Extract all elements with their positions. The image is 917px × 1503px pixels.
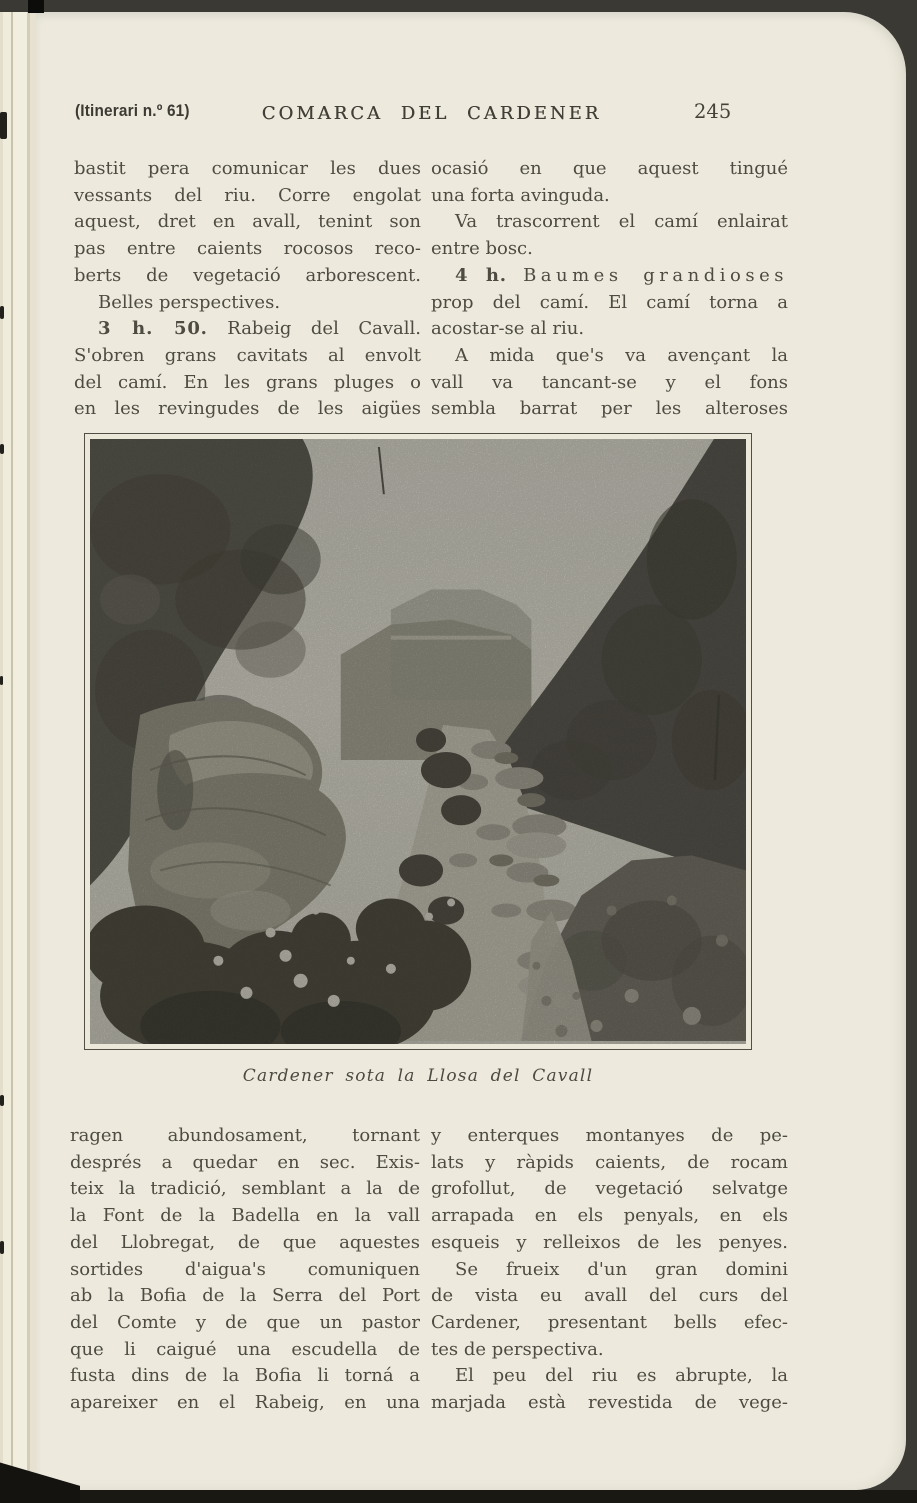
gorge-photograph: [90, 439, 746, 1044]
photo-caption: Cardener sota la Llosa del Cavall: [242, 1066, 594, 1086]
text-line: [431, 263, 788, 290]
text-run: ragen abundosament, tornant: [70, 1125, 420, 1146]
text-run: que li caigué una escudella de: [70, 1338, 420, 1360]
text-run: Belles perspectives.: [98, 291, 281, 313]
text-run: berts de vegetació arborescent.: [74, 264, 421, 286]
text-run: sortides d'aigua's comuniquen: [70, 1258, 420, 1280]
text-run: El peu del riu es abrupte, la: [455, 1365, 788, 1387]
text-run: apareixer en el Rabeig, en una: [70, 1392, 420, 1414]
text-run: A mida que's va avençant la: [455, 344, 788, 366]
text-run: del Llobregat, de que aquestes: [70, 1231, 420, 1253]
text-run: Cardener, presentant bells efec-: [431, 1311, 788, 1333]
text-run: Se frueix d'un gran domini: [455, 1258, 788, 1280]
text-line: [431, 1283, 788, 1310]
text-line: [74, 236, 421, 263]
text-run: del camí. En les grans pluges o: [74, 371, 421, 393]
text-line: [74, 183, 421, 210]
text-line: [70, 1283, 420, 1310]
page-edge-speck: [0, 444, 4, 454]
text-line: [431, 209, 788, 236]
text-line: [70, 1363, 420, 1390]
text-run: arrapada en els penyals, en els: [431, 1205, 788, 1227]
text-run: tes de perspectiva.: [431, 1338, 604, 1360]
text-line: [74, 396, 421, 423]
page-edge-speck: [28, 0, 44, 13]
text-line: [431, 1390, 788, 1417]
text-run: vessants del riu. Corre engolat: [74, 184, 421, 206]
text-run: grofollut, de vegetació selvatge: [431, 1178, 788, 1200]
text-run: la Font de la Badella en la vall: [70, 1205, 420, 1227]
text-line: [70, 1337, 420, 1364]
text-run: sembla barrat per les alteroses: [431, 398, 788, 420]
text-run: prop del camí. El camí torna a: [431, 291, 788, 313]
text-run: y enterques montanyes de pe-: [431, 1125, 788, 1146]
text-run: entre bosc.: [431, 238, 533, 260]
text-run: S'obren grans cavitats al envolt: [74, 344, 421, 366]
text-line: [70, 1203, 420, 1230]
text-line: [431, 343, 788, 370]
text-run: després a quedar en sec. Exis-: [70, 1151, 420, 1173]
text-run: lats y ràpids caients, de rocam: [431, 1151, 788, 1173]
text-line: [74, 316, 421, 343]
text-line: [431, 1176, 788, 1203]
text-run: fusta dins de la Bofia li torná a: [70, 1365, 420, 1387]
text-line: [70, 1123, 420, 1150]
text-line: [431, 1123, 788, 1150]
page-edge-speck: [0, 676, 3, 685]
text-line: [74, 343, 421, 370]
text-run: Va trascorrent el camí enlairat: [455, 211, 788, 233]
halftone-grain-overlay: [90, 439, 746, 1044]
text-line: [431, 1363, 788, 1390]
text-line: [70, 1230, 420, 1257]
text-line: [70, 1176, 420, 1203]
page-edge-speck: [0, 306, 4, 319]
text-run: esqueis y relleixos de les penyes.: [431, 1231, 788, 1253]
text-run: aquest, dret en avall, tenint son: [74, 211, 421, 233]
text-run: Baumes grandioses: [523, 264, 788, 286]
text-run: del Comte y de que un pastor: [70, 1311, 420, 1333]
page-stack-edge: [0, 12, 36, 1490]
text-run: de vista eu avall del curs del: [431, 1285, 788, 1307]
page-edge-speck: [0, 1241, 4, 1254]
bold-text-run: 3 h. 50.: [98, 318, 208, 340]
text-line: [74, 263, 421, 290]
page-edge-speck: [0, 112, 7, 139]
page-edge-speck: [0, 1095, 4, 1106]
text-line: [70, 1257, 420, 1284]
bold-text-run: 4 h.: [455, 264, 507, 286]
text-run: bastit pera comunicar les dues: [74, 158, 421, 179]
text-column-bottom-right: [431, 1123, 788, 1417]
text-line: [431, 1203, 788, 1230]
text-line: [431, 1337, 788, 1364]
text-line: [74, 156, 421, 183]
text-run: vall va tancant-se y el fons: [431, 371, 788, 393]
text-run: ab la Bofia de la Serra del Port: [70, 1285, 420, 1307]
text-run: una forta avinguda.: [431, 184, 610, 206]
text-line: [431, 183, 788, 210]
text-run: pas entre caients rocosos reco-: [74, 238, 421, 260]
text-line: [431, 1257, 788, 1284]
text-line: [431, 396, 788, 423]
text-line: [431, 1230, 788, 1257]
text-line: [70, 1390, 420, 1417]
page-title: COMARCA DEL CARDENER: [261, 103, 602, 124]
text-run: ocasió en que aquest tingué: [431, 158, 788, 179]
text-line: [431, 290, 788, 317]
photo-figure: [84, 433, 752, 1050]
text-line: [70, 1310, 420, 1337]
text-run: Rabeig del Cavall.: [227, 318, 421, 340]
text-line: [431, 236, 788, 263]
text-column-top-left: [74, 156, 421, 423]
text-line: [431, 316, 788, 343]
text-line: [74, 290, 421, 317]
text-run: marjada està revestida de vege-: [431, 1392, 788, 1414]
text-line: [431, 156, 788, 183]
text-line: [431, 370, 788, 397]
scan-background-bottom: [0, 1490, 917, 1503]
text-run: teix la tradició, semblant a la de: [70, 1178, 420, 1200]
text-line: [74, 209, 421, 236]
text-line: [431, 1150, 788, 1177]
itinerary-label: (Itinerari n.º 61): [75, 102, 190, 120]
text-run: acostar-se al riu.: [431, 318, 585, 340]
text-line: [70, 1150, 420, 1177]
page-number: 245: [694, 100, 732, 123]
text-column-bottom-left: [70, 1123, 420, 1417]
text-run: en les revingudes de les aigües: [74, 398, 421, 420]
text-line: [431, 1310, 788, 1337]
text-line: [74, 370, 421, 397]
text-column-top-right: [431, 156, 788, 423]
